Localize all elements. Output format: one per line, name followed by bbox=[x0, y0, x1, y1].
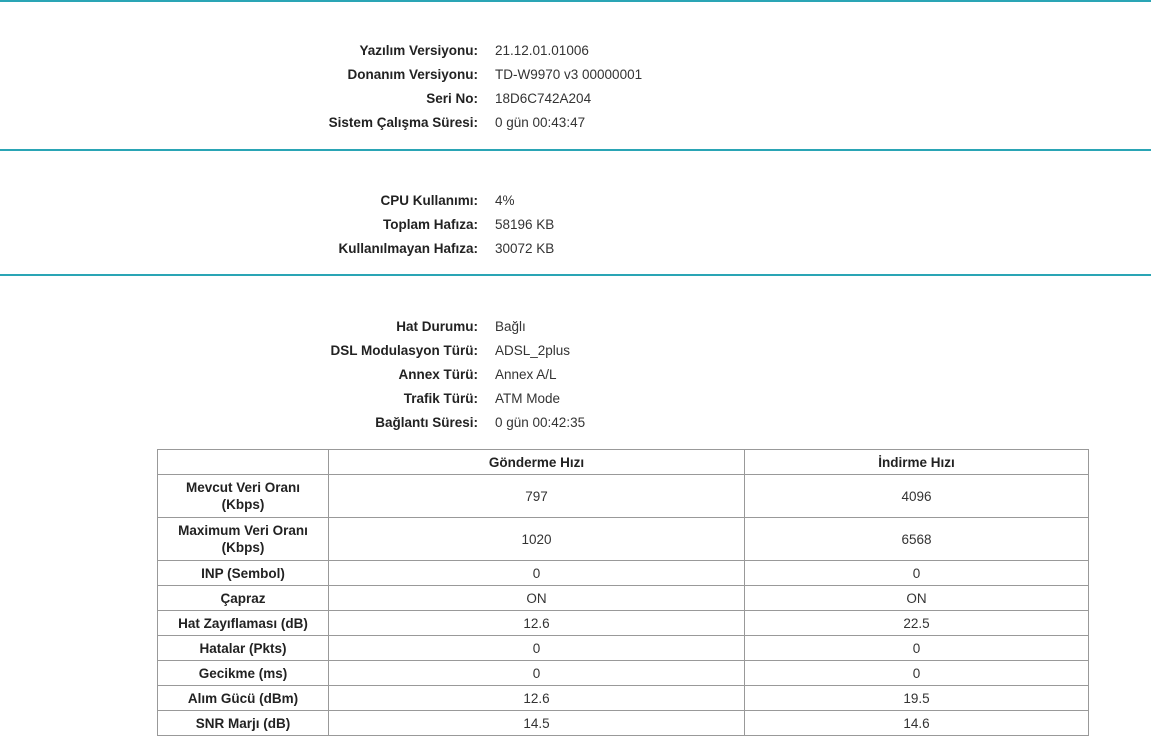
table-row-label: Mevcut Veri Oranı (Kbps) bbox=[158, 475, 329, 518]
table-row bbox=[158, 586, 1089, 611]
dsl-status-section bbox=[0, 315, 1151, 435]
total-memory-row bbox=[0, 213, 1151, 237]
table-cell-upstream: 12.6 bbox=[329, 686, 745, 711]
connection-time-value: 0 gün 00:42:35 bbox=[495, 415, 586, 430]
serial-number-value: 18D6C742A204 bbox=[495, 91, 592, 106]
table-row-label: Maximum Veri Oranı (Kbps) bbox=[158, 518, 329, 561]
table-row bbox=[158, 561, 1089, 586]
table-row bbox=[158, 611, 1089, 636]
table-header-row bbox=[158, 450, 1089, 475]
table-cell-downstream: 22.5 bbox=[745, 611, 1089, 636]
annex-type-label: Annex Türü: bbox=[398, 367, 478, 382]
table-row-label: Gecikme (ms) bbox=[158, 661, 329, 686]
table-row bbox=[158, 518, 1089, 561]
table-cell-downstream: 4096 bbox=[745, 475, 1089, 518]
annex-type-row bbox=[0, 363, 1151, 387]
free-memory-label: Kullanılmayan Hafıza: bbox=[338, 241, 478, 256]
table-cell-downstream: 14.6 bbox=[745, 711, 1089, 736]
table-row bbox=[158, 475, 1089, 518]
table-header-upstream: Gönderme Hızı bbox=[329, 450, 745, 475]
table-cell-upstream: 1020 bbox=[329, 518, 745, 561]
firmware-version-value: 21.12.01.01006 bbox=[495, 43, 589, 58]
system-resources-section bbox=[0, 189, 1151, 261]
table-row-label: INP (Sembol) bbox=[158, 561, 329, 586]
line-status-row bbox=[0, 315, 1151, 339]
table-row bbox=[158, 686, 1089, 711]
table-cell-upstream: ON bbox=[329, 586, 745, 611]
system-uptime-label: Sistem Çalışma Süresi: bbox=[328, 115, 478, 130]
top-divider bbox=[0, 0, 1151, 2]
table-row-label: Çapraz bbox=[158, 586, 329, 611]
total-memory-label: Toplam Hafıza: bbox=[382, 217, 478, 232]
free-memory-row bbox=[0, 237, 1151, 261]
table-row-label: Hatalar (Pkts) bbox=[158, 636, 329, 661]
cpu-usage-row bbox=[0, 189, 1151, 213]
table-cell-upstream: 12.6 bbox=[329, 611, 745, 636]
line-status-value: Bağlı bbox=[495, 319, 526, 334]
table-row bbox=[158, 636, 1089, 661]
table-row-label: Alım Gücü (dBm) bbox=[158, 686, 329, 711]
hardware-version-label: Donanım Versiyonu: bbox=[347, 67, 478, 82]
firmware-version-label: Yazılım Versiyonu: bbox=[359, 43, 478, 58]
table-row bbox=[158, 661, 1089, 686]
serial-number-label: Seri No: bbox=[426, 91, 478, 106]
table-row-label: SNR Marjı (dB) bbox=[158, 711, 329, 736]
connection-time-row bbox=[0, 411, 1151, 435]
table-header-downstream: İndirme Hızı bbox=[745, 450, 1089, 475]
section-divider-2 bbox=[0, 274, 1151, 276]
hardware-version-row bbox=[0, 63, 1151, 87]
system-uptime-value: 0 gün 00:43:47 bbox=[495, 115, 586, 130]
table-cell-upstream: 797 bbox=[329, 475, 745, 518]
table-cell-upstream: 0 bbox=[329, 636, 745, 661]
table-cell-downstream: 6568 bbox=[745, 518, 1089, 561]
free-memory-value: 30072 KB bbox=[495, 241, 555, 256]
firmware-version-row bbox=[0, 39, 1151, 63]
table-cell-downstream: 0 bbox=[745, 661, 1089, 686]
table-cell-upstream: 14.5 bbox=[329, 711, 745, 736]
device-info-section bbox=[0, 39, 1151, 135]
table-row-label: Hat Zayıflaması (dB) bbox=[158, 611, 329, 636]
dsl-stats-table bbox=[157, 449, 1089, 736]
table-cell-downstream: 19.5 bbox=[745, 686, 1089, 711]
cpu-usage-value: 4% bbox=[495, 193, 515, 208]
modulation-type-row bbox=[0, 339, 1151, 363]
hardware-version-value: TD-W9970 v3 00000001 bbox=[495, 67, 643, 82]
table-cell-downstream: 0 bbox=[745, 636, 1089, 661]
modulation-type-label: DSL Modulasyon Türü: bbox=[330, 343, 478, 358]
annex-type-value: Annex A/L bbox=[495, 367, 557, 382]
cpu-usage-label: CPU Kullanımı: bbox=[380, 193, 478, 208]
table-cell-upstream: 0 bbox=[329, 561, 745, 586]
serial-number-row bbox=[0, 87, 1151, 111]
traffic-type-row bbox=[0, 387, 1151, 411]
section-divider-1 bbox=[0, 149, 1151, 151]
connection-time-label: Bağlantı Süresi: bbox=[375, 415, 478, 430]
table-cell-downstream: 0 bbox=[745, 561, 1089, 586]
total-memory-value: 58196 KB bbox=[495, 217, 555, 232]
table-row bbox=[158, 711, 1089, 736]
table-header-empty bbox=[158, 450, 329, 475]
table-cell-downstream: ON bbox=[745, 586, 1089, 611]
modulation-type-value: ADSL_2plus bbox=[495, 343, 571, 358]
system-uptime-row bbox=[0, 111, 1151, 135]
traffic-type-label: Trafik Türü: bbox=[403, 391, 478, 406]
traffic-type-value: ATM Mode bbox=[495, 391, 561, 406]
line-status-label: Hat Durumu: bbox=[396, 319, 478, 334]
table-cell-upstream: 0 bbox=[329, 661, 745, 686]
